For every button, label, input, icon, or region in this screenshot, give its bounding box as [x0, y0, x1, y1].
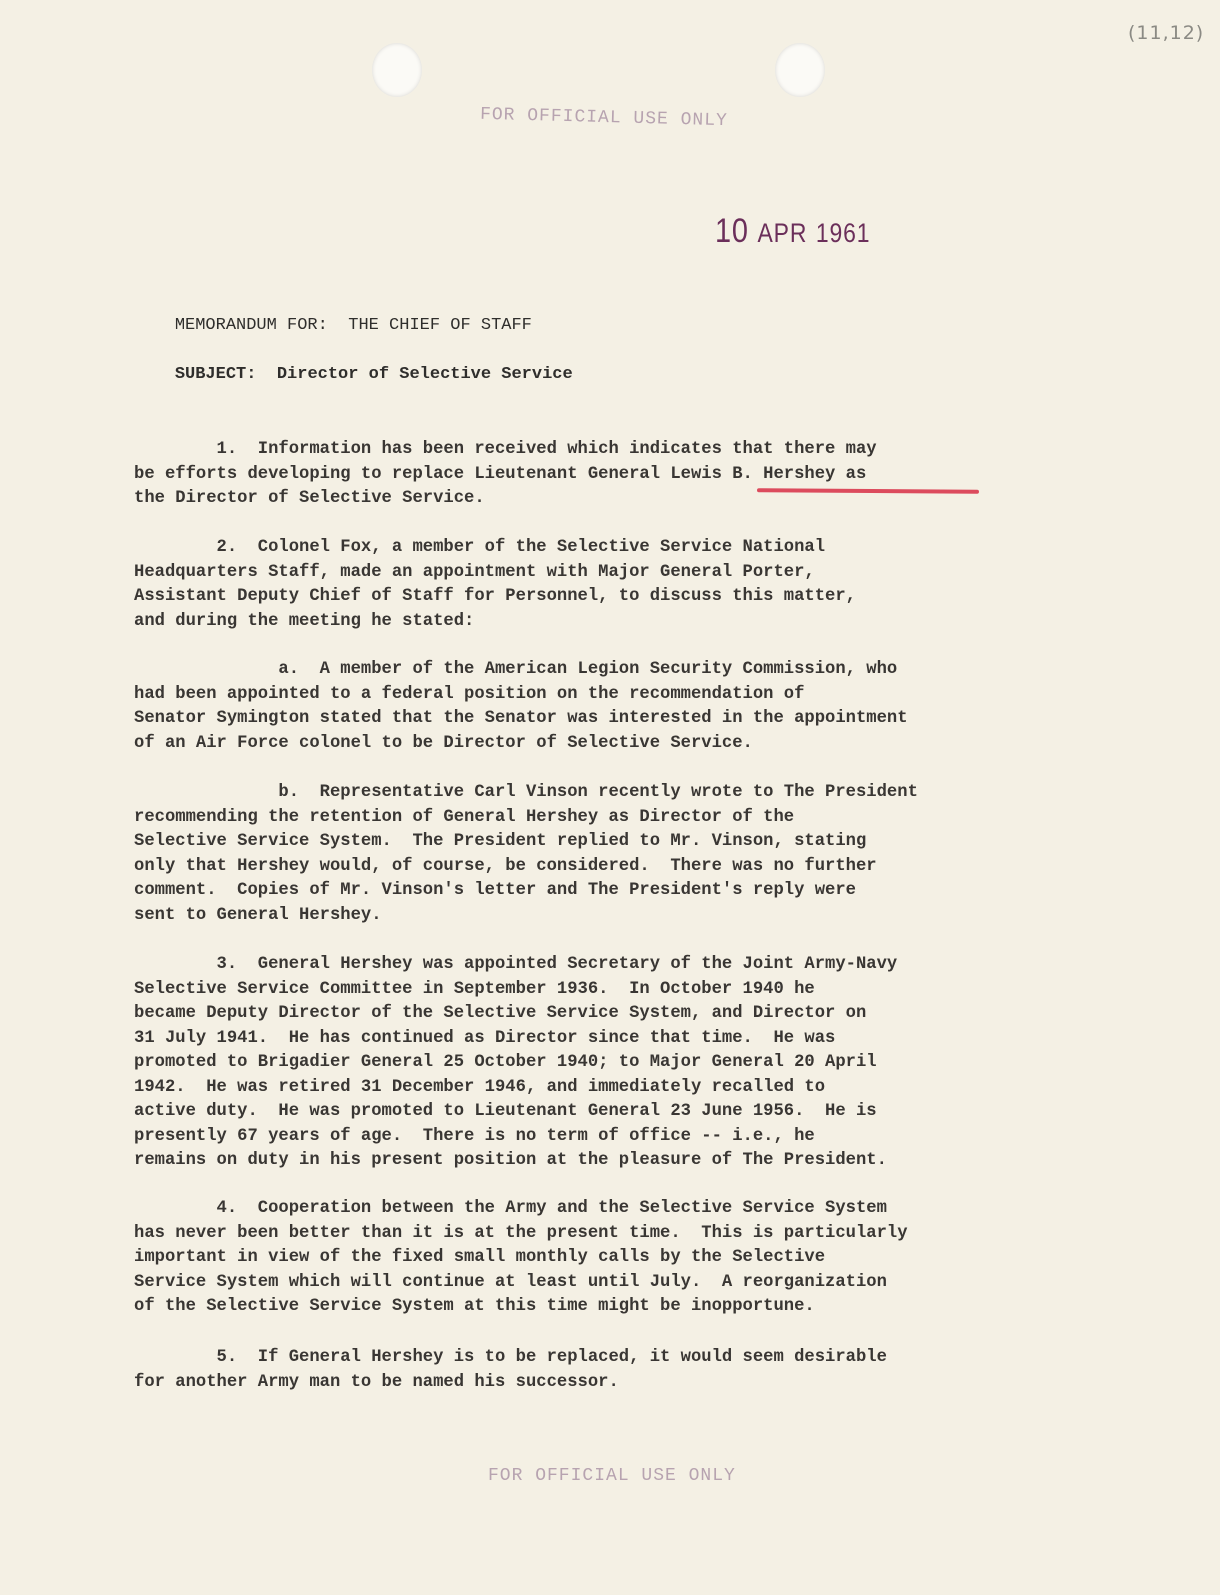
paragraph-line: Service System which will continue at least until July. A reorganization — [134, 1272, 887, 1292]
paragraph-2 — [134, 536, 1064, 634]
paragraph-line: Selective Service System. The President replied to Mr. Vinson, stating — [134, 832, 867, 851]
memo-for-label: MEMORANDUM FOR: — [174, 316, 328, 335]
paragraph-line: had been appointed to a federal position on the recommendation of — [134, 684, 805, 704]
paragraph-line: comment. Copies of Mr. Vinson's letter and The President's reply were — [134, 881, 856, 900]
paragraph-line: b. Representative Carl Vinson recently wrote to The President — [134, 783, 918, 802]
classification-footer: FOR OFFICIAL USE ONLY — [488, 1466, 736, 1486]
memo-for-value: THE CHIEF OF STAFF — [348, 316, 532, 335]
date-stamp-day: 10 — [715, 212, 749, 250]
paragraph-line: 31 July 1941. He has continued as Director since that time. He was — [134, 1028, 836, 1048]
paragraph-line: Assistant Deputy Chief of Staff for Personnel, to discuss this matter, — [134, 587, 856, 606]
paragraph-4 — [134, 1197, 1064, 1320]
paragraph-line: a. A member of the American Legion Security Commission, who — [134, 660, 898, 679]
paragraph-line: 1. Information has been received which indicates that there may — [134, 440, 877, 459]
paragraph-line: be efforts developing to replace Lieutenant General Lewis B. Hershey as — [134, 464, 867, 484]
paragraph-line: important in view of the fixed small monthly calls by the Selective — [134, 1248, 826, 1267]
paragraph-line: sent to General Hershey. — [134, 905, 382, 925]
paragraph-line: Selective Service Committee in September 1936. In October 1940 he — [134, 979, 815, 999]
paragraph-line: the Director of Selective Service. — [134, 489, 485, 508]
paragraph-line: 2. Colonel Fox, a member of the Selective Service National — [134, 538, 826, 557]
paragraph-line: recommending the retention of General Hershey as Director of the — [134, 807, 795, 827]
paragraph-line: became Deputy Director of the Selective Service System, and Director on — [134, 1004, 867, 1023]
paragraph-line: 4. Cooperation between the Army and the Selective Service System — [134, 1199, 887, 1218]
paragraph-line: active duty. He was promoted to Lieutenant General 23 June 1956. He is — [134, 1102, 877, 1121]
paragraph-1 — [134, 438, 1064, 512]
paragraph-line: presently 67 years of age. There is no term of office -- i.e., he — [134, 1126, 815, 1146]
classification-header: FOR OFFICIAL USE ONLY — [479, 104, 729, 132]
paragraph-line: for another Army man to be named his successor. — [134, 1372, 619, 1392]
punch-hole-left — [372, 43, 422, 97]
paragraph-line: 1942. He was retired 31 December 1946, and immediately recalled to — [134, 1077, 826, 1097]
paragraph-3 — [134, 953, 1064, 1174]
paragraph-line: Headquarters Staff, made an appointment with Major General Porter, — [134, 562, 815, 582]
paragraph-line: 3. General Hershey was appointed Secretary of the Joint Army-Navy — [134, 955, 898, 974]
paragraph-line: of the Selective Service System at this time might be inopportune. — [134, 1297, 815, 1316]
paragraph-5 — [134, 1346, 1064, 1395]
paragraph-line: only that Hershey would, of course, be considered. There was no further — [134, 856, 877, 876]
punch-hole-right — [775, 43, 825, 97]
subject-value: Director of Selective Service — [276, 365, 573, 384]
paragraph-line: Senator Symington stated that the Senator was interested in the appointment — [134, 709, 908, 728]
paragraph-2b — [134, 781, 1064, 928]
date-stamp — [715, 212, 870, 251]
paragraph-2a — [134, 658, 1064, 756]
subject-label: SUBJECT: — [174, 365, 257, 384]
subject-line — [134, 339, 573, 411]
paragraph-line: promoted to Brigadier General 25 October 1940; to Major General 20 April — [134, 1053, 877, 1072]
paragraph-line: of an Air Force colonel to be Director of Selective Service. — [134, 733, 753, 753]
date-stamp-year: 1961 — [815, 218, 871, 248]
paragraph-line: has never been better than it is at the present time. This is particularly — [134, 1223, 908, 1243]
archive-note: (11,12) — [1128, 22, 1205, 44]
date-stamp-month: APR — [757, 218, 808, 248]
paragraph-line: 5. If General Hershey is to be replaced, it would seem desirable — [134, 1348, 887, 1367]
paragraph-line: and during the meeting he stated: — [134, 611, 475, 631]
paragraph-line: remains on duty in his present position at the pleasure of The President. — [134, 1151, 887, 1170]
